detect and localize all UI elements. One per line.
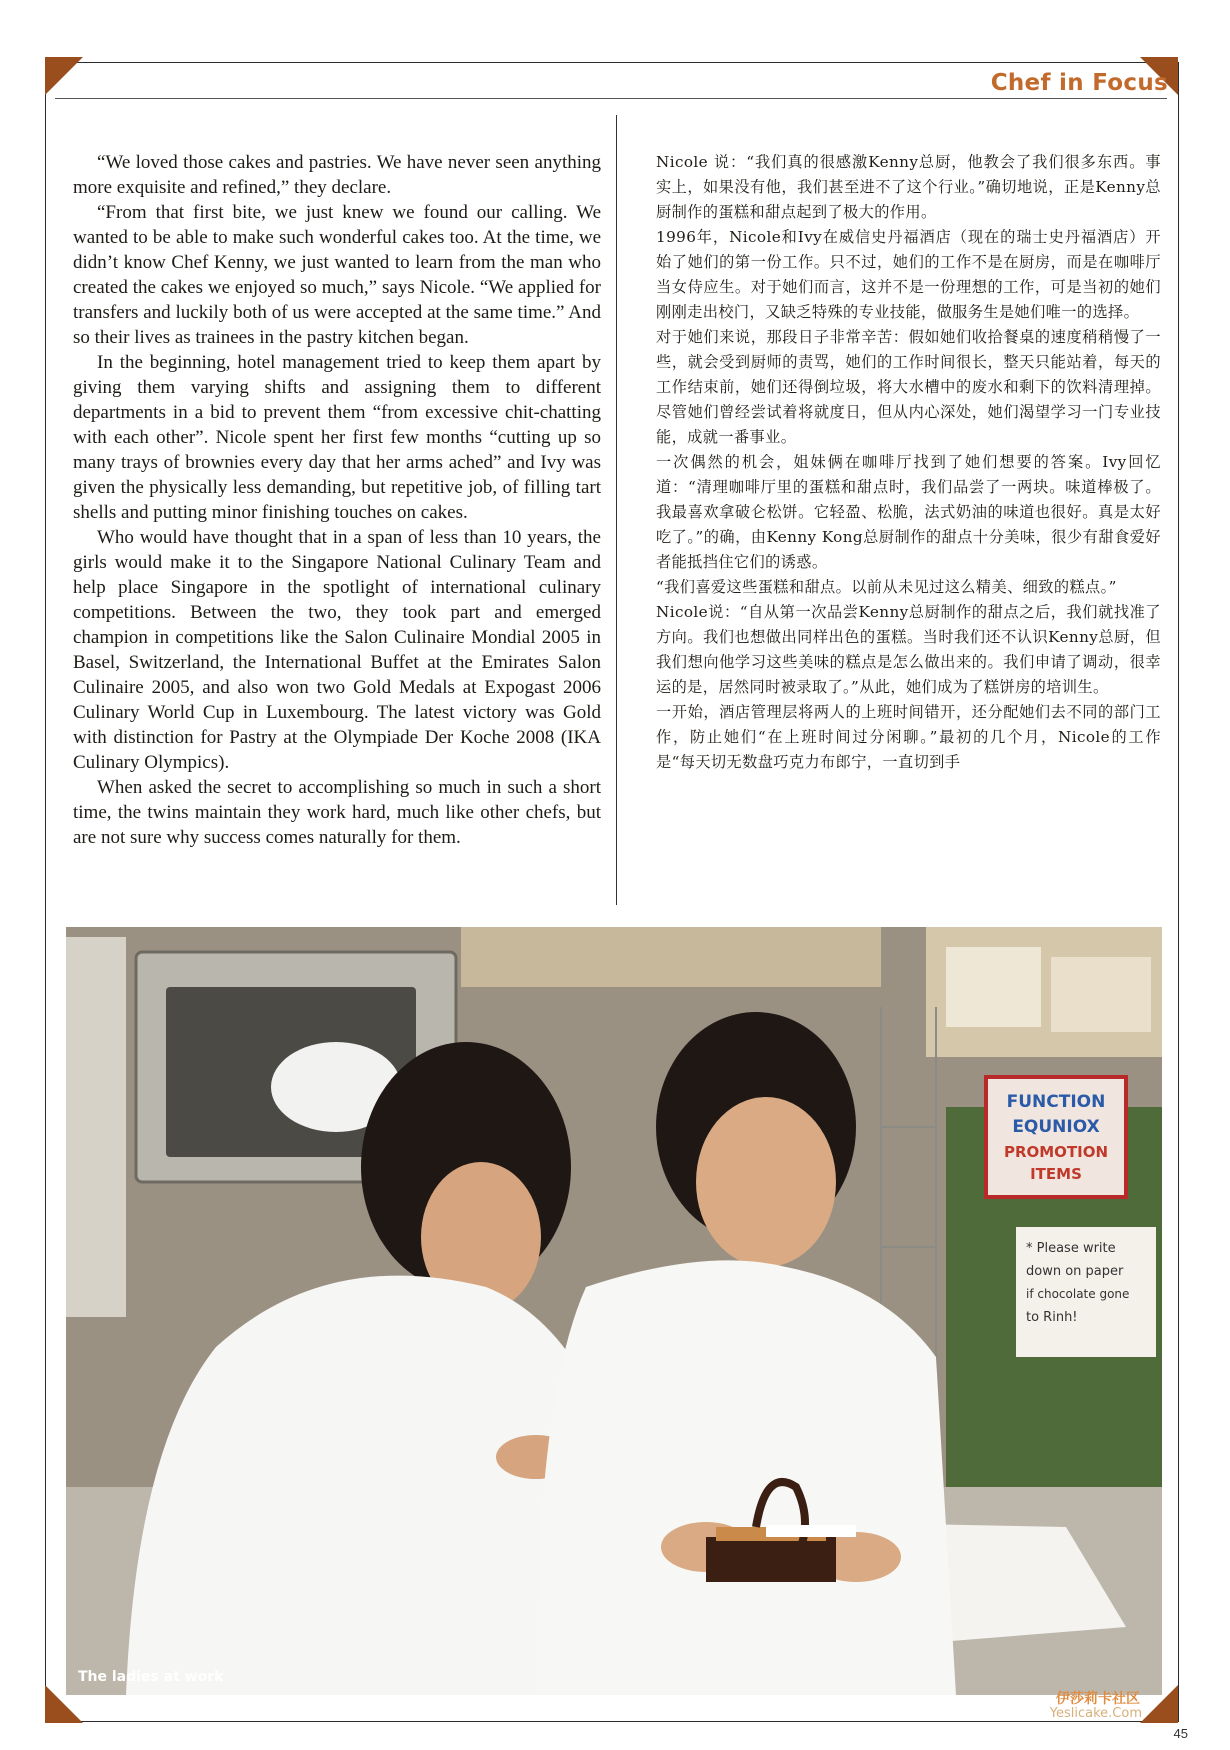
- sign-line: FUNCTION: [1006, 1092, 1106, 1112]
- chinese-paragraph: 1996年，Nicole和Ivy在威信史丹福酒店（现在的瑞士史丹福酒店）开始了她们的第一份工作。只不过，她们的工作不是在厨房，而是在咖啡厅当女侍应生。对于她们而言，这并不是一份理想的工作，可是当初的她们刚刚走出校门，又缺乏特殊的专业技能，做服务生是她们唯一的选择。: [656, 228, 1161, 321]
- kitchen-photo: [66, 927, 1162, 1695]
- chinese-paragraph: 对于她们来说，那段日子非常辛苦：假如她们收拾餐桌的速度稍稍慢了一些，就会受到厨师的责骂，她们的工作时间很长，整天只能站着，每天的工作结束前，她们还得倒垃圾，将大水槽中的废水和剩下的饮料清理掉。尽管她们曾经尝试着将就度日，但从内心深处，她们渴望学习一门专业技能，成就一番事业。: [656, 328, 1161, 446]
- note-line: if chocolate gone: [1026, 1287, 1130, 1301]
- photo-caption: The ladies at work: [78, 1669, 224, 1685]
- english-paragraph: “We loved those cakes and pastries. We have never seen anything more exquisite and refined,” they declare.: [73, 152, 601, 198]
- watermark-chinese: 伊莎莉卡社区: [1056, 1691, 1140, 1707]
- note-line: to Rinh!: [1026, 1310, 1078, 1325]
- corner-ornament-top-left: [45, 57, 83, 95]
- english-paragraph: When asked the secret to accomplishing so much in such a short time, the twins maintain they work hard, much like other chefs, but are not sure why success comes naturally for them.: [73, 777, 601, 848]
- chinese-paragraph: 一次偶然的机会，姐妹俩在咖啡厅找到了她们想要的答案。Ivy回忆道：“清理咖啡厅里的蛋糕和甜点时，我们品尝了一两块。味道棒极了。我最喜欢拿破仑松饼。它轻盈、松脆，法式奶油的味道也很好。真是太好吃了。”的确，由Kenny Kong总厨制作的甜点十分美味，很少有甜食爱好者能抵挡住它们的诱惑。: [656, 453, 1161, 571]
- header-underline: [55, 98, 1167, 99]
- right-rule: [1178, 62, 1179, 1722]
- bottom-rule: [45, 1721, 1178, 1722]
- chinese-column: [656, 150, 1161, 905]
- english-paragraph: Who would have thought that in a span of less than 10 years, the girls would make it to the Singapore National Culinary Team and help place Singapore in the spotlight of international culinary competitions. Between the two, they took part and emerged champion in competitions like the Salon Culinaire Mondial 2005 in Basel, Switzerland, the International Buffet at the Emirates Salon Culinaire 2005, and also won two Gold Medals at Expogast 2006 Culinary World Cup in Luxembourg. The latest victory was Gold with distinction for Pastry at the Olympiade Der Koche 2008 (IKA Culinary Olympics).: [73, 527, 601, 773]
- sign-line: ITEMS: [1030, 1165, 1082, 1183]
- chinese-paragraph: Nicole 说：“我们真的很感激Kenny总厨，他教会了我们很多东西。事实上，如果没有他，我们甚至进不了这个行业。”确切地说，正是Kenny总厨制作的蛋糕和甜点起到了极大的作用。: [656, 153, 1161, 221]
- chinese-paragraph: “我们喜爱这些蛋糕和甜点。以前从未见过这么精美、细致的糕点。”: [656, 578, 1117, 596]
- note-line: * Please write: [1026, 1241, 1116, 1256]
- column-divider: [616, 115, 617, 905]
- english-paragraph: In the beginning, hotel management tried to keep them apart by giving them varying shifts and assigning them to different departments in a bid to prevent them “from excessive chit-chatting with each other”. Nicole spent her first few months “cutting up so many trays of brownies every day that her arms ached” and Ivy was given the physically less demanding, but repetitive job, of filling tart shells and putting minor finishing touches on cakes.: [73, 352, 601, 523]
- chinese-paragraph: 一开始，酒店管理层将两人的上班时间错开，还分配她们去不同的部门工作，防止她们“在上班时间过分闲聊。”最初的几个月，Nicole的工作是“每天切无数盘巧克力布郎宁，一直切到手: [656, 703, 1161, 771]
- note-line: down on paper: [1026, 1264, 1124, 1279]
- english-paragraph: “From that first bite, we just knew we found our calling. We wanted to be able to make such wonderful cakes too. At the time, we didn’t know Chef Kenny, we just wanted to learn from the man who created the cakes we enjoyed so much,” says Nicole. “We applied for transfers and luckily both of us were accepted at the same time.” And so their lives as trainees in the pastry kitchen began.: [73, 202, 601, 348]
- kitchen-scene-illustration: [66, 927, 1162, 1695]
- english-column: [73, 150, 601, 905]
- sign-line: PROMOTION: [1003, 1143, 1109, 1161]
- chinese-paragraph: Nicole说：“自从第一次品尝Kenny总厨制作的甜点之后，我们就找准了方向。我们也想做出同样出色的蛋糕。当时我们还不认识Kenny总厨，但我们想向他学习这些美味的糕点是怎么做出来的。我们申请了调动，很幸运的是，居然同时被录取了。”从此，她们成为了糕饼房的培训生。: [656, 603, 1161, 696]
- left-rule: [45, 62, 46, 1722]
- page-number: 45: [1173, 1726, 1188, 1741]
- sign-line: EQUNIOX: [1012, 1117, 1100, 1137]
- top-rule: [45, 62, 1178, 63]
- section-title: Chef in Focus: [990, 70, 1168, 96]
- watermark-url: Yeslicake.Com: [1049, 1706, 1142, 1721]
